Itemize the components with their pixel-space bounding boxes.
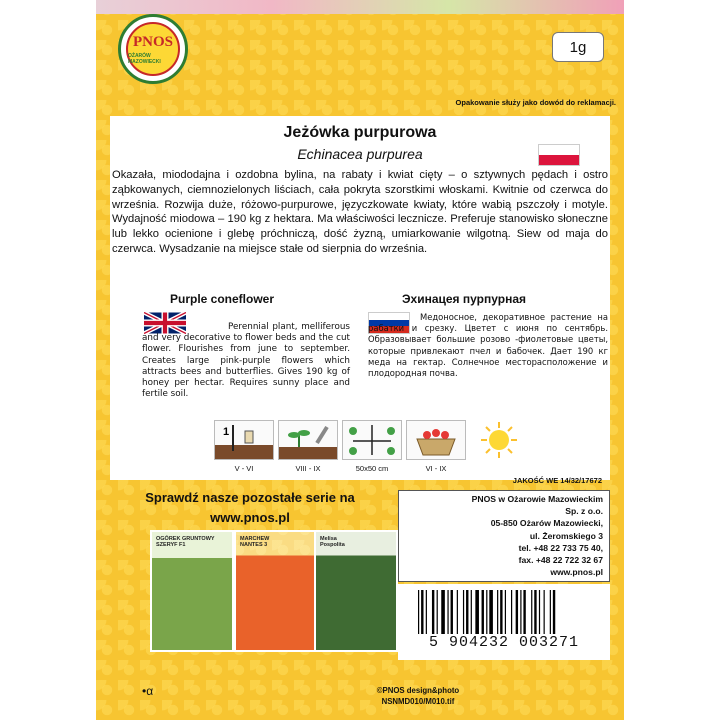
pack-label: Melisa — [320, 536, 337, 542]
barcode-bar — [463, 590, 464, 634]
barcode-bar — [505, 590, 506, 634]
pack-sub: NANTES 3 — [240, 542, 268, 548]
barcode-bar — [466, 590, 468, 634]
barcode-bar — [486, 590, 487, 634]
description-en: Perennial plant, melliferous and very decorative to flower beds and the cut flower. Flourishes from june to september. Creates large pink-purple flowers which attracts bees and butterflies. Gives 190 kg of honey per hectar. Requires sunny place and fertile soil. — [142, 322, 350, 400]
sowing-period: V - VI — [234, 464, 254, 473]
pack-sub: SZERYF F1 — [156, 542, 186, 548]
barcode-bar — [471, 590, 472, 634]
barcode-bar — [539, 590, 540, 634]
product-latin-name: Echinacea purpurea — [297, 146, 423, 162]
pnos-logo — [118, 14, 188, 84]
barcode-bar — [457, 590, 458, 634]
barcode-bars — [416, 590, 602, 634]
product-title-pl: Jeżówka purpurowa — [283, 124, 437, 141]
barcode-bar — [500, 590, 502, 634]
address-line: ul. Żeromskiego 3 — [529, 530, 603, 541]
product-title-en: Purple coneflower — [170, 292, 275, 306]
barcode-bar — [516, 590, 518, 634]
other-series-packs — [150, 530, 390, 654]
carrot-pack-image — [234, 530, 318, 652]
pack-label: OGÓREK GRUNTOWY — [156, 536, 215, 542]
barcode-bar — [511, 590, 512, 634]
cucumber-pack-image — [150, 530, 234, 652]
cultivation-icon-labels — [214, 464, 574, 473]
barcode-bar — [534, 590, 536, 634]
address-line: www.pnos.pl — [550, 567, 603, 578]
barcode-bar — [520, 590, 521, 634]
promo-url: www.pnos.pl — [210, 510, 290, 525]
barcode-bar — [523, 590, 525, 634]
barcode-bar — [441, 590, 445, 634]
spacing-value: 50x50 cm — [355, 464, 389, 473]
pack-label: MARCHEW — [240, 536, 270, 542]
barcode-bar — [475, 590, 479, 634]
quality-code: JAKOŚĆ WE 14/32/17672 — [512, 476, 602, 485]
address-line: Sp. z o.o. — [565, 506, 603, 517]
sowing-depth-icon — [214, 420, 274, 460]
company-address — [398, 490, 610, 582]
pack-sub: Pospolita — [320, 542, 345, 548]
barcode-bar — [421, 590, 423, 634]
barcode-bar — [447, 590, 448, 634]
credits — [308, 685, 528, 707]
credit-line: ©PNOS design&photo — [376, 686, 460, 695]
description-panel — [110, 116, 610, 485]
barcode-bar — [432, 590, 434, 634]
barcode-bar — [489, 590, 493, 634]
address-line: 05-850 Ożarów Mazowiecki, — [490, 518, 603, 529]
address-line: fax. +48 22 722 32 67 — [518, 555, 603, 566]
logo-text: PNOS — [132, 33, 173, 50]
complaint-note: Opakowanie służy jako dowód do reklamacji. — [455, 98, 616, 107]
barcode-bar — [451, 590, 453, 634]
transplant-period: VIII - IX — [295, 464, 321, 473]
transplant-icon — [278, 420, 338, 460]
barcode-bar — [531, 590, 532, 634]
flower-photo-strip — [96, 0, 624, 14]
barcode-bar — [553, 590, 555, 634]
promo-title: Sprawdź nasze pozostałe serie na — [145, 490, 355, 505]
description-ru: Медоносное, декоративное растение на рабатки и срезку. Цветет с июня по сентябрь. Образовывает большие розово -фиолетовые цветы, которые привлекают пчел и бабочек. Дает 190 кг меда на гектар. Солнечное месторасположение и плодородная почва. — [368, 312, 608, 379]
cultivation-icons — [214, 420, 574, 464]
barcode-bar — [426, 590, 427, 634]
poland-flag-icon — [538, 144, 580, 166]
barcode — [398, 584, 610, 660]
logo-arc-text: OŻARÓW MAZOWIECKI — [128, 52, 161, 65]
address-line: tel. +48 22 733 75 40, — [518, 542, 603, 553]
weight-badge — [552, 32, 604, 62]
barcode-bar — [497, 590, 498, 634]
sun-icon — [470, 420, 530, 460]
product-title-ru: Эхинацея пурпурная — [402, 292, 527, 306]
barcode-number: 5 904232 003271 — [428, 634, 580, 651]
sun-label — [470, 464, 530, 473]
svg-text:1: 1 — [223, 426, 230, 438]
seed-packet-back — [96, 0, 624, 720]
weight-value: 1g — [569, 38, 587, 56]
harvest-basket-icon — [406, 420, 466, 460]
barcode-bar — [482, 590, 484, 634]
melissa-pack-image — [314, 530, 398, 652]
barcode-bar — [544, 590, 545, 634]
recycling-symbols: •α — [142, 684, 154, 698]
barcode-bar — [550, 590, 551, 634]
flowering-period: VI - IX — [425, 464, 447, 473]
description-pl: Okazała, miododajna i ozdobna bylina, na rabaty i kwiat cięty – o sztywnych pędach i ostro ząbkowanych, ciemnozielonych liściach, cała pokryta szorstkimi włoskami. Kwitnie od czerwca do września. Rozwija duże, różowo-purpurowe, języczkowate kwiaty, które wabią pszczoły i motyle. Wydajność miodowa – 190 kg z hektara. Ma właściwości lecznicze. Preferuje stanowisko słoneczne lub lekko ocienione i glebę próchniczą, dość żyzną, umiarkowanie wilgotną. Siew od maja do czerwca. Wysadzanie na miejsce stałe od sierpnia do września. — [112, 169, 608, 255]
barcode-bar — [437, 590, 438, 634]
address-line: PNOS w Ożarowie Mazowieckim — [471, 494, 603, 504]
spacing-icon — [342, 420, 402, 460]
credit-line: NSNMD010/M010.tif — [381, 697, 455, 706]
barcode-bar — [418, 590, 419, 634]
